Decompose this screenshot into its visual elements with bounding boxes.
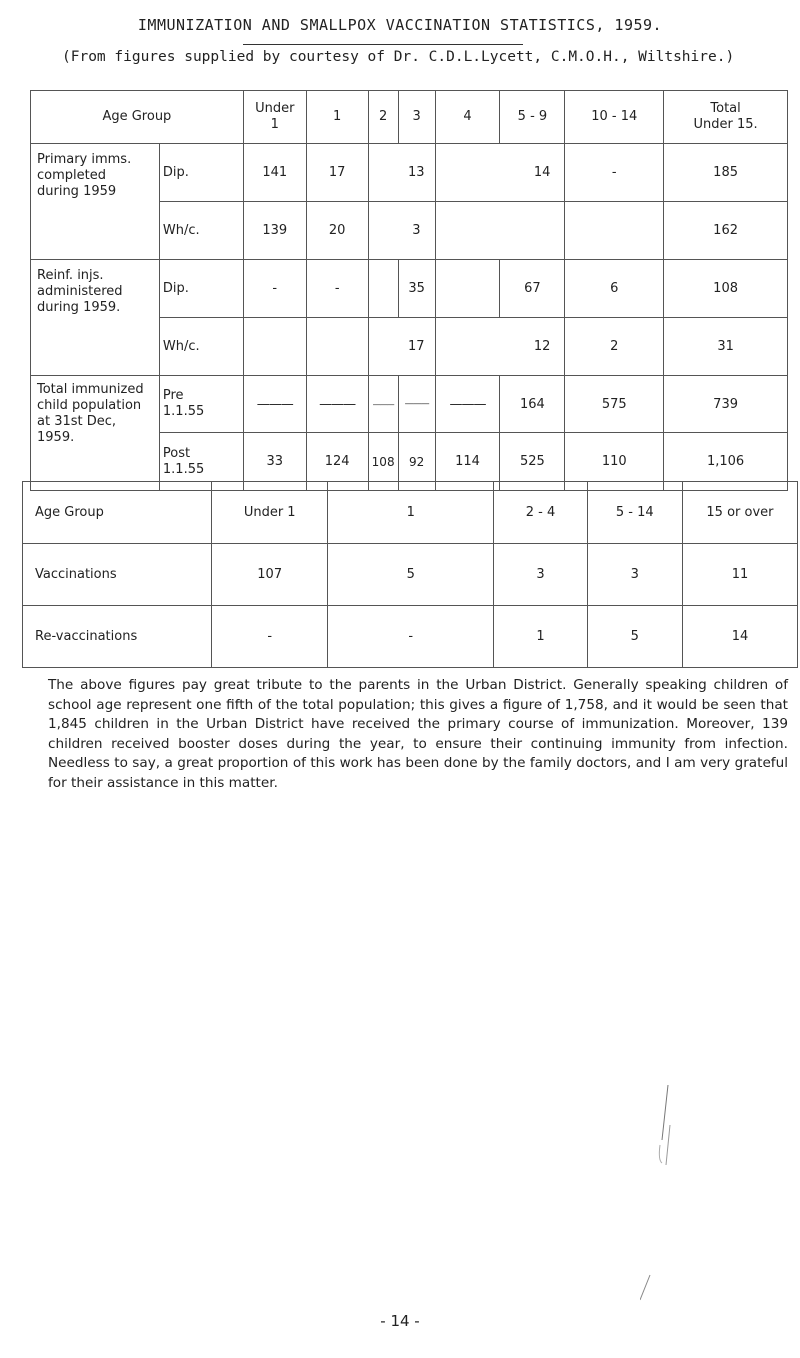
vaccination-table — [22, 481, 798, 668]
cell-age-2-3: 13 — [368, 144, 435, 202]
cell-under-1: 33 — [243, 433, 306, 491]
group-label-reinforcing: Reinf. injs. administered during 1959. — [31, 260, 160, 376]
row-label: Vaccinations — [23, 544, 212, 606]
row-type: Wh/c. — [159, 318, 243, 376]
table-cell: 5 — [587, 606, 682, 668]
row-label: Re-vaccinations — [23, 606, 212, 668]
cell-under-1: ——— — [243, 376, 306, 433]
header-age-5-9: 5 - 9 — [500, 91, 565, 144]
cell-under-1: 139 — [243, 202, 306, 260]
row-type: Post 1.1.55 — [159, 433, 243, 491]
cell-age-10-14: 110 — [565, 433, 664, 491]
cell-age-10-14 — [565, 202, 664, 260]
table-header-row — [23, 482, 798, 544]
header-under-1: Under 1 — [212, 482, 328, 544]
table-header-row — [31, 91, 788, 144]
row-type: Wh/c. — [159, 202, 243, 260]
cell-age-2-3: 17 — [368, 318, 435, 376]
table-row — [23, 606, 798, 668]
page-number: - 14 - — [380, 1312, 420, 1330]
table-cell: 5 — [328, 544, 494, 606]
cell-total: 162 — [664, 202, 788, 260]
header-age-2-4: 2 - 4 — [494, 482, 587, 544]
cell-under-1 — [243, 318, 306, 376]
table-row — [31, 376, 788, 433]
table-row — [23, 544, 798, 606]
header-age-15-over: 15 or over — [682, 482, 797, 544]
cell-age-5-9: 164 — [500, 376, 565, 433]
cell-age-1: 17 — [306, 144, 368, 202]
cell-age-4: 114 — [435, 433, 500, 491]
header-age-10-14: 10 - 14 — [565, 91, 664, 144]
cell-age-4 — [435, 260, 500, 318]
table-cell: - — [328, 606, 494, 668]
cell-total: 185 — [664, 144, 788, 202]
cell-total: 1,106 — [664, 433, 788, 491]
page-title: IMMUNIZATION AND SMALLPOX VACCINATION STATISTICS, 1959. — [137, 16, 663, 34]
pencil-mark — [640, 1085, 680, 1305]
table-cell: 11 — [682, 544, 797, 606]
cell-age-2: ——— — [368, 376, 398, 433]
cell-total: 108 — [664, 260, 788, 318]
cell-age-3: 92 — [398, 433, 435, 491]
cell-age-3: ——— — [398, 376, 435, 433]
table-cell: 3 — [587, 544, 682, 606]
cell-age-1: - — [306, 260, 368, 318]
title-underline — [243, 44, 523, 45]
header-age-1: 1 — [306, 91, 368, 144]
body-paragraph: The above figures pay great tribute to the parents in the Urban District. Generally speaking children of school age represent one fifth of the total population; this gives a figure of 1,758, and it would be seen that 1,845 children in the Urban District have received the primary course of immunization. Moreover, 139 children received booster doses during the year, to ensure their continuing immunity from infection. Needless to say, a great proportion of this work has been done by the family doctors, and I am very grateful for their assistance in this matter. — [48, 677, 788, 791]
table-cell: 1 — [494, 606, 587, 668]
row-type: Dip. — [159, 260, 243, 318]
group-label-total-immunized: Total immunized child population at 31st Dec, 1959. — [31, 376, 160, 491]
cell-age-1: ——— — [306, 376, 368, 433]
group-label-primary: Primary imms. completed during 1959 — [31, 144, 160, 260]
cell-age-1: 124 — [306, 433, 368, 491]
header-age-group: Age Group — [23, 482, 212, 544]
cell-age-4-9 — [435, 202, 565, 260]
cell-age-4-9: 12 — [435, 318, 565, 376]
immunization-table — [30, 90, 788, 491]
row-type: Dip. — [159, 144, 243, 202]
page-subtitle: (From figures supplied by courtesy of Dr. C.D.L.Lycett, C.M.O.H., Wiltshire.) — [62, 49, 735, 65]
header-age-1: 1 — [328, 482, 494, 544]
cell-age-3: 35 — [398, 260, 435, 318]
cell-age-5-9: 67 — [500, 260, 565, 318]
cell-age-5-9: 525 — [500, 433, 565, 491]
header-under-1: Under 1 — [243, 91, 306, 144]
header-age-5-14: 5 - 14 — [587, 482, 682, 544]
table-cell: 3 — [494, 544, 587, 606]
table-row — [31, 260, 788, 318]
table-cell: 14 — [682, 606, 797, 668]
table-cell: 107 — [212, 544, 328, 606]
row-type: Pre 1.1.55 — [159, 376, 243, 433]
table-row — [31, 144, 788, 202]
cell-under-1: - — [243, 260, 306, 318]
cell-age-4: ——— — [435, 376, 500, 433]
cell-under-1: 141 — [243, 144, 306, 202]
cell-age-10-14: 6 — [565, 260, 664, 318]
header-age-group: Age Group — [31, 91, 244, 144]
table-cell: - — [212, 606, 328, 668]
cell-age-10-14: - — [565, 144, 664, 202]
header-age-2: 2 — [368, 91, 398, 144]
cell-age-1: 20 — [306, 202, 368, 260]
cell-age-10-14: 2 — [565, 318, 664, 376]
cell-total: 31 — [664, 318, 788, 376]
cell-age-4-9: 14 — [435, 144, 565, 202]
cell-age-2-3: 3 — [368, 202, 435, 260]
cell-age-10-14: 575 — [565, 376, 664, 433]
cell-total: 739 — [664, 376, 788, 433]
cell-age-2 — [368, 260, 398, 318]
cell-age-1 — [306, 318, 368, 376]
header-age-3: 3 — [398, 91, 435, 144]
cell-age-2: 108 — [368, 433, 398, 491]
header-age-4: 4 — [435, 91, 500, 144]
header-total: Total Under 15. — [664, 91, 788, 144]
